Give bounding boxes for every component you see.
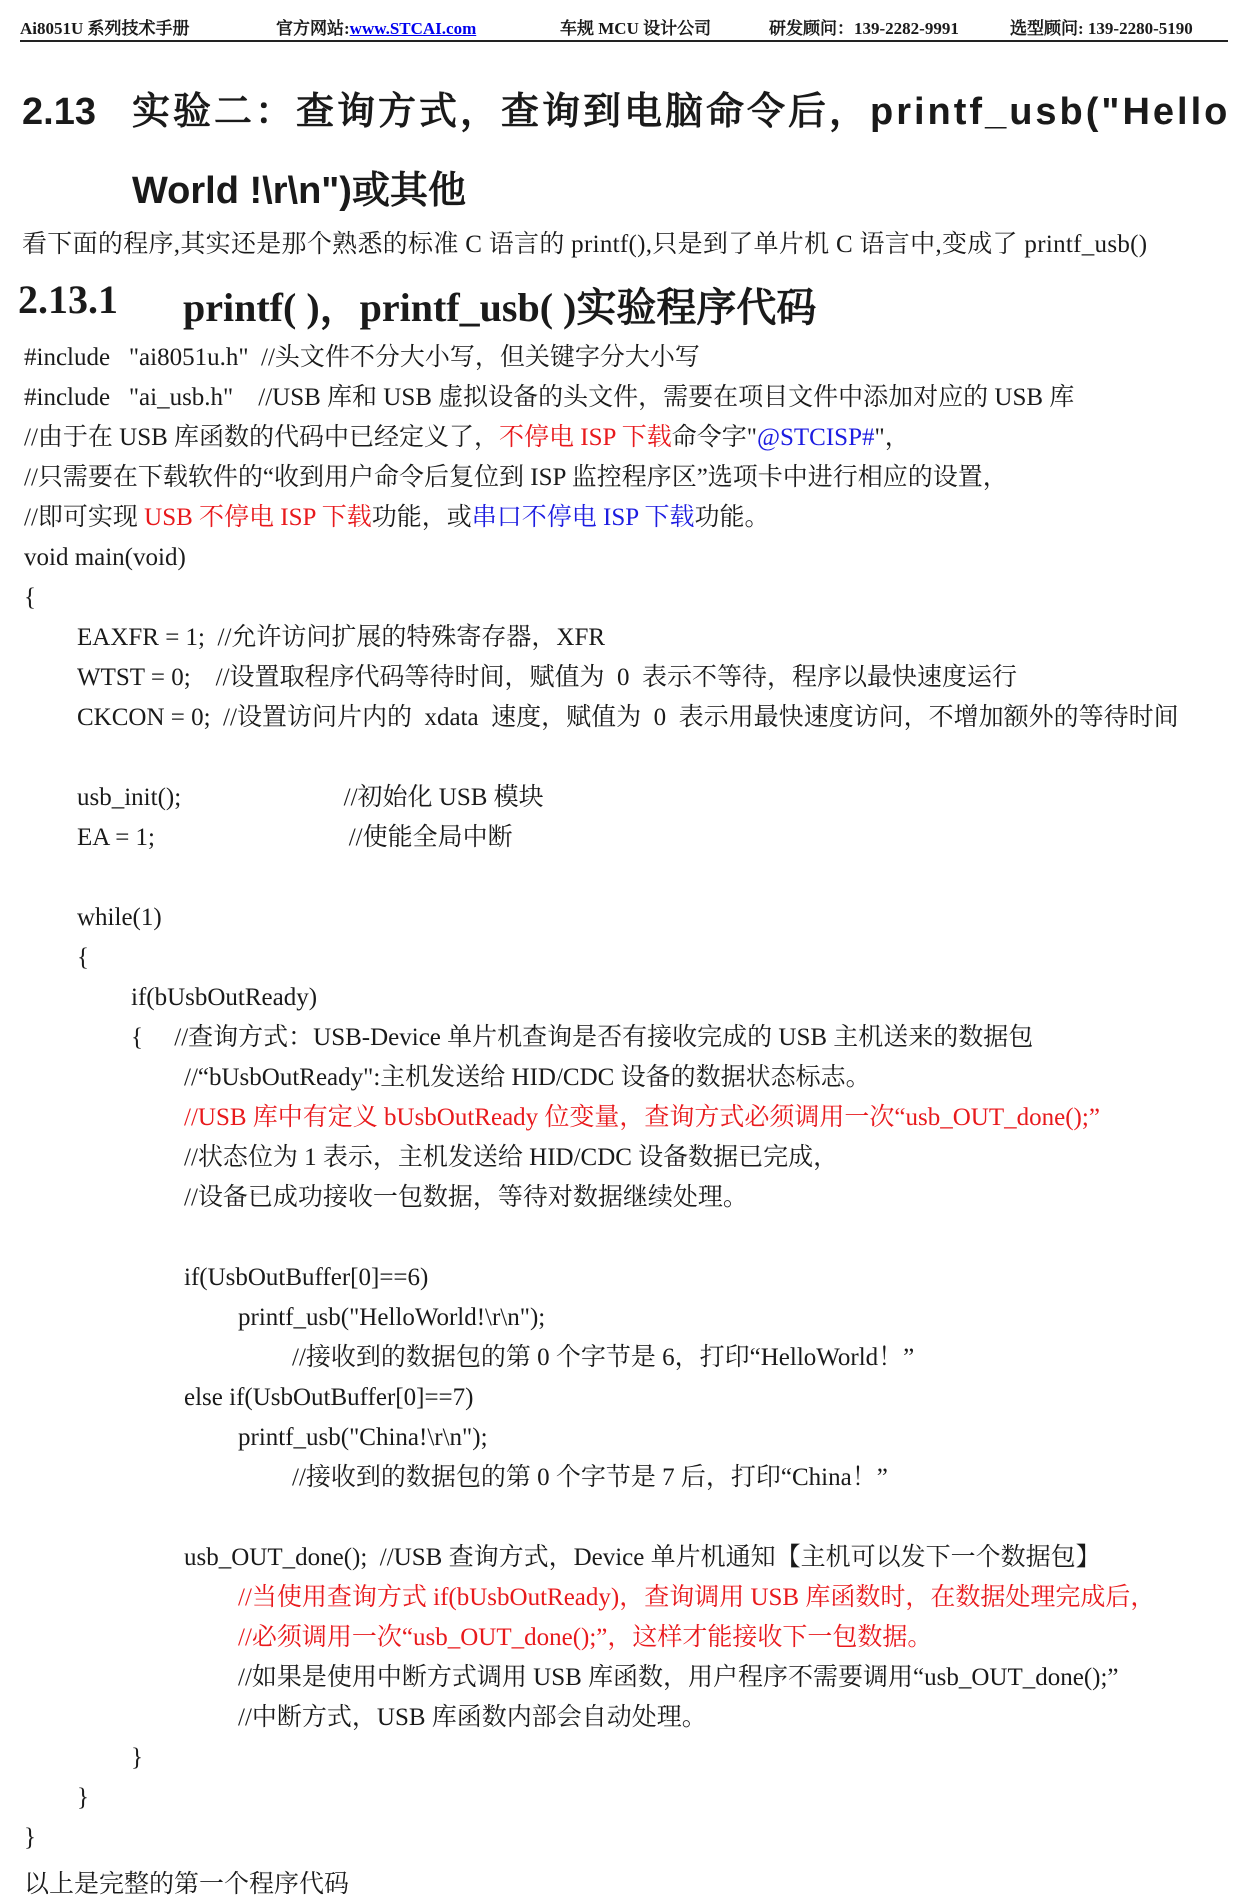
code-line: } (131, 1744, 143, 1771)
manual-title: Ai8051U 系列技术手册 (20, 19, 190, 38)
code-text: //即可实现 (24, 504, 145, 531)
code-highlight-red: 不停电 ISP 下载 (499, 424, 672, 451)
closing-note: 以上是完整的第一个程序代码 (24, 1871, 350, 1898)
code-line: if(UsbOutBuffer[0]==6) (184, 1264, 429, 1291)
code-line: //中断方式，USB 库函数内部会自动处理。 (238, 1704, 707, 1731)
section-title-line-2: World !\r\n")或其他 (132, 170, 466, 212)
code-line: //设备已成功接收一包数据，等待对数据继续处理。 (184, 1184, 748, 1211)
code-line: //如果是使用中断方式调用 USB 库函数，用户程序不需要调用“usb_OUT_done();” (238, 1664, 1119, 1691)
section-number: 2.13 (22, 91, 96, 133)
code-text: 功能。 (694, 504, 770, 531)
code-line: //接收到的数据包的第 0 个字节是 7 后，打印“China！” (292, 1464, 888, 1491)
code-line: { //查询方式：USB-Device 单片机查询是否有接收完成的 USB 主机送来的数据包 (131, 1024, 1034, 1051)
code-line: } (24, 1824, 36, 1851)
code-line: //“bUsbOutReady":主机发送给 HID/CDC 设备的数据状态标志。 (184, 1064, 871, 1091)
code-line: void main(void) (24, 544, 186, 571)
code-line: { (77, 944, 89, 971)
code-line: WTST = 0; //设置取程序代码等待时间，赋值为 0 表示不等待，程序以最快速度运行 (77, 664, 1018, 691)
code-line: while(1) (77, 904, 162, 931)
code-line: CKCON = 0; //设置访问片内的 xdata 速度，赋值为 0 表示用最快速度访问，不增加额外的等待时间 (77, 704, 1179, 731)
page-header (20, 8, 1228, 42)
code-text: "， (874, 424, 910, 451)
code-line-red: //当使用查询方式 if(bUsbOutReady)，查询调用 USB 库函数时，在数据处理完成后， (238, 1584, 1156, 1611)
code-line: #include "ai8051u.h" //头文件不分大小写，但关键字分大小写 (24, 344, 700, 371)
subsection-text: printf( )，printf_usb( )实验程序代码 (183, 285, 817, 330)
code-text: 命令字" (671, 424, 757, 451)
subsection-number: 2.13.1 (18, 277, 118, 322)
section-title-line-1: 实验二：查询方式，查询到电脑命令后，printf_usb("Hello (132, 91, 1231, 133)
site-label-text: 官方网站: (276, 19, 350, 38)
code-line: printf_usb("China!\r\n"); (238, 1424, 488, 1451)
site-link[interactable]: www.STCAI.com (349, 19, 477, 38)
intro-paragraph: 看下面的程序,其实还是那个熟悉的标准 C 语言的 printf(),只是到了单片机 C 语言中,变成了 printf_usb() (22, 231, 1148, 258)
code-line-red: //必须调用一次“usb_OUT_done();”，这样才能接收下一包数据。 (238, 1624, 933, 1651)
code-highlight-blue: 串口不停电 ISP 下载 (471, 504, 695, 531)
code-line: printf_usb("HelloWorld!\r\n"); (238, 1304, 546, 1331)
company-label: 车规 MCU 设计公司 (560, 19, 712, 38)
code-line: { (24, 584, 36, 611)
code-line (24, 420, 910, 456)
code-line: usb_init(); //初始化 USB 模块 (77, 784, 544, 811)
code-text: //由于在 USB 库函数的代码中已经定义了， (24, 424, 500, 451)
site-label (276, 14, 476, 39)
code-line (24, 500, 770, 536)
code-line: EA = 1; //使能全局中断 (77, 824, 513, 851)
sel-contact: 选型顾问: 139-2280-5190 (1010, 19, 1193, 38)
code-line: usb_OUT_done(); //USB 查询方式，Device 单片机通知【主机可以发下一个数据包】 (184, 1544, 1101, 1571)
code-line-red: //USB 库中有定义 bUsbOutReady 位变量，查询方式必须调用一次“usb_OUT_done();” (184, 1104, 1100, 1131)
code-line: #include "ai_usb.h" //USB 库和 USB 虚拟设备的头文件，需要在项目文件中添加对应的 USB 库 (24, 384, 1075, 411)
code-line: //接收到的数据包的第 0 个字节是 6，打印“HelloWorld！” (292, 1344, 915, 1371)
code-line: } (77, 1784, 89, 1811)
code-line: EAXFR = 1; //允许访问扩展的特殊寄存器，XFR (77, 624, 606, 651)
code-line: else if(UsbOutBuffer[0]==7) (184, 1384, 474, 1411)
code-line: //状态位为 1 表示，主机发送给 HID/CDC 设备数据已完成， (184, 1144, 839, 1171)
code-highlight-blue: @STCISP# (756, 424, 875, 451)
code-text: 功能，或 (371, 504, 472, 531)
rd-contact: 研发顾问：139-2282-9991 (769, 19, 959, 38)
code-line: //只需要在下载软件的“收到用户命令后复位到 ISP 监控程序区”选项卡中进行相应的设置， (24, 464, 1008, 491)
code-highlight-red: USB 不停电 ISP 下载 (144, 504, 372, 531)
code-line: if(bUsbOutReady) (131, 984, 318, 1011)
